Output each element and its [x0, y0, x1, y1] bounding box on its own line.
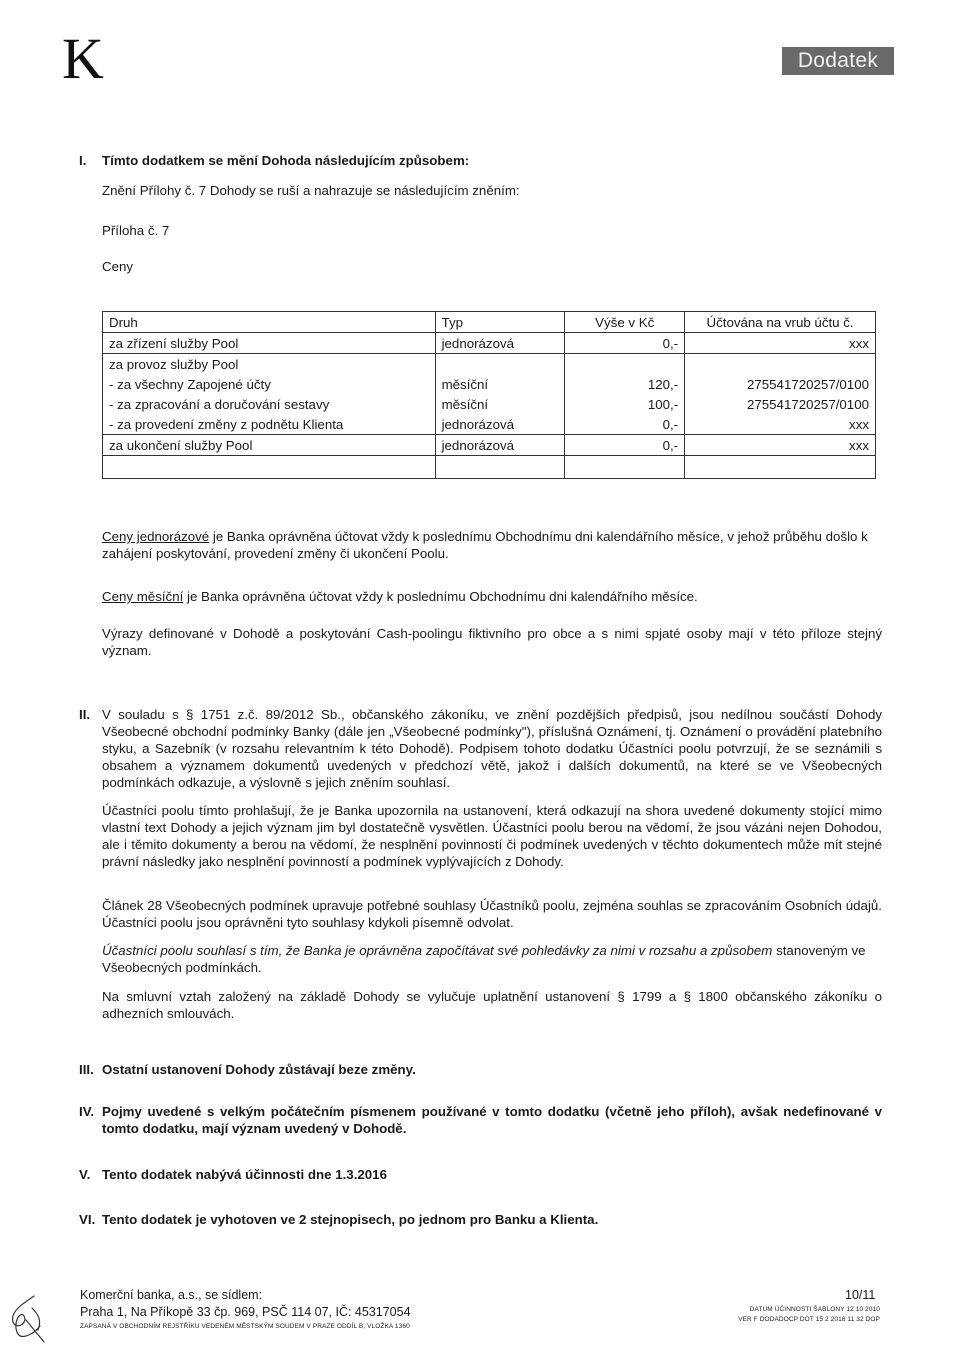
section-number: VI. — [79, 1212, 96, 1227]
section-vi-text: Tento dodatek je vyhotoven ve 2 stejnopisech, po jednom pro Banku a Klienta. — [102, 1212, 599, 1227]
document-type-badge: Dodatek — [782, 47, 894, 75]
table-cell: 0,- — [565, 414, 685, 435]
footer-bank-name: Komerční banka, a.s., se sídlem: — [80, 1288, 263, 1302]
section-iii-text: Ostatní ustanovení Dohody zůstávají beze změny. — [102, 1062, 416, 1077]
section-number: IV. — [79, 1104, 95, 1119]
page-number: 10/11 — [845, 1288, 876, 1302]
table-cell — [435, 354, 565, 375]
table-cell — [103, 456, 436, 479]
annex-title: Příloha č. 7 — [102, 223, 170, 238]
prices-title: Ceny — [102, 259, 134, 274]
footer-template-version: VER F DODADOCP DOT 15 2 2016 11 32 DOP — [738, 1316, 880, 1323]
section-number: V. — [79, 1167, 91, 1182]
table-cell — [435, 456, 565, 479]
table-cell: jednorázová — [435, 414, 565, 435]
table-row — [103, 374, 876, 394]
table-row — [103, 333, 876, 354]
handwritten-initials — [4, 1290, 48, 1346]
table-cell: - za provedení změny z podnětu Klienta — [103, 414, 436, 435]
table-cell: 0,- — [565, 435, 685, 456]
table-cell: 275541720257/0100 — [685, 394, 876, 414]
footer-address: Praha 1, Na Příkopě 33 čp. 969, PSČ 114 07, IČ: 45317054 — [80, 1305, 411, 1319]
table-cell: - za všechny Zapojené účty — [103, 374, 436, 394]
table-cell: jednorázová — [435, 333, 565, 354]
section-number: II. — [79, 707, 91, 722]
section-iv-text: Pojmy uvedené s velkým počátečním písmenem používané v tomto dodatku (včetně jeho příloh), avšak nedefinované v tomto dodatku, mají význam uvedený v Dohodě. — [102, 1104, 882, 1136]
table-cell: měsíční — [435, 374, 565, 394]
table-header-row — [103, 312, 876, 333]
table-cell: xxx — [685, 435, 876, 456]
section-ii-paragraph-3: Článek 28 Všeobecných podmínek upravuje potřebné souhlasy Účastníků poolu, zejména souhlas se zpracováním Osobních údajů. Účastníci poolu jsou oprávněni tyto souhlasy kdykoli písemně odvolat. — [102, 898, 882, 930]
table-row — [103, 435, 876, 456]
section-ii-paragraph-1: V souladu s § 1751 z.č. 89/2012 Sb., občanského zákoníku, ve znění pozdějších předpisů, jsou nedílnou součástí Dohody Všeobecné obchodní podmínky Banky (dále jen „Všeobecné podmínky"), příslušná Oznámení, tj. Oznámení o provádění platebního styku, a Sazebník (v rozsahu relevantním k této Dohodě). Podpisem tohoto dodatku Účastníci poolu potvrzují, že se seznámili s obsahem a významem dokumentů uvedených v předchozí větě, jakož i dalších dokumentů, na které se ve Všeobecných podmínkách odkazuje, a výslovně s jejich zněním souhlasí. — [102, 707, 882, 790]
prices-table — [102, 311, 876, 479]
section-ii-paragraph-4 — [102, 942, 882, 976]
table-cell — [685, 456, 876, 479]
table-row — [103, 354, 876, 375]
note-lead: Ceny jednorázové — [102, 529, 210, 544]
section-v-text: Tento dodatek nabývá účinnosti dne 1.3.2016 — [102, 1167, 387, 1182]
table-header-cell: Typ — [435, 312, 565, 333]
table-header-cell: Výše v Kč — [565, 312, 685, 333]
note-text: je Banka oprávněna účtovat vždy k poslednímu Obchodnímu dni kalendářního měsíce, v jehož průběhu došlo k zahájení poskytování, provedení změny či ukončení Poolu. — [102, 529, 868, 561]
note-terms: Výrazy definované v Dohodě a poskytování Cash-poolingu fiktivního pro obce a s nimi spjaté osoby mají v této příloze stejný význam. — [102, 626, 882, 658]
table-header-cell: Druh — [103, 312, 436, 333]
note-one-time-prices — [102, 528, 882, 562]
footer-registry: ZAPSANÁ V OBCHODNÍM REJSTŘÍKU VEDENÉM MĚSTSKÝM SOUDEM V PRAZE ODDÍL B, VLOŽKA 1360 — [80, 1323, 410, 1330]
bank-logo: K — [62, 26, 104, 91]
table-row — [103, 394, 876, 414]
section-number: I. — [79, 153, 87, 168]
section-ii-paragraph-2: Účastníci poolu tímto prohlašují, že je Banka upozornila na ustanovení, která odkazují na shora uvedené dokumenty stojící mimo vlastní text Dohody a jejich význam jim byl dostatečně vysvětlen. Účastníci poolu berou na vědomí, že jsou vázáni nejen Dohodou, ale i těmito dokumenty a berou na vědomí, že nesplnění povinností či podmínek uvedených v těchto dokumentech může mít stejné právní následky jako nesplnění povinností a podmínek vyplývajících z Dohody. — [102, 803, 882, 869]
table-row — [103, 456, 876, 479]
table-cell: 275541720257/0100 — [685, 374, 876, 394]
table-cell: jednorázová — [435, 435, 565, 456]
table-cell: 0,- — [565, 333, 685, 354]
table-cell: xxx — [685, 414, 876, 435]
section-ii-paragraph-5: Na smluvní vztah založený na základě Dohody se vylučuje uplatnění ustanovení § 1799 a § 1800 občanského zákoníku o adhezních smlouvách. — [102, 989, 882, 1021]
table-cell: měsíční — [435, 394, 565, 414]
table-cell: 120,- — [565, 374, 685, 394]
table-cell — [565, 354, 685, 375]
table-row — [103, 414, 876, 435]
table-cell — [685, 354, 876, 375]
table-cell: za zřízení služby Pool — [103, 333, 436, 354]
note-monthly-prices — [102, 588, 882, 605]
footer-template-date: DATUM ÚČINNOSTI ŠABLONY 12 10 2010 — [749, 1306, 880, 1313]
table-cell: za ukončení služby Pool — [103, 435, 436, 456]
table-cell: za provoz služby Pool — [103, 354, 436, 375]
section-i-line1: Tímto dodatkem se mění Dohoda následujícím způsobem: — [102, 153, 470, 168]
paragraph-italic-text: Účastníci poolu souhlasí s tím, že Banka je oprávněna započítávat své pohledávky za nimi v rozsahu a způsobem — [102, 943, 773, 958]
section-number: III. — [79, 1062, 94, 1077]
table-cell — [565, 456, 685, 479]
table-cell: xxx — [685, 333, 876, 354]
paragraph-text: stanoveným ve Všeobecných podmínkách. — [102, 943, 866, 975]
note-text: je Banka oprávněna účtovat vždy k poslednímu Obchodnímu dni kalendářního měsíce. — [183, 589, 698, 604]
table-header-cell: Účtována na vrub účtu č. — [685, 312, 876, 333]
table-cell: 100,- — [565, 394, 685, 414]
section-i-line2: Znění Přílohy č. 7 Dohody se ruší a nahrazuje se následujícím zněním: — [102, 183, 520, 198]
note-lead: Ceny měsíční — [102, 589, 184, 604]
table-cell: - za zpracování a doručování sestavy — [103, 394, 436, 414]
